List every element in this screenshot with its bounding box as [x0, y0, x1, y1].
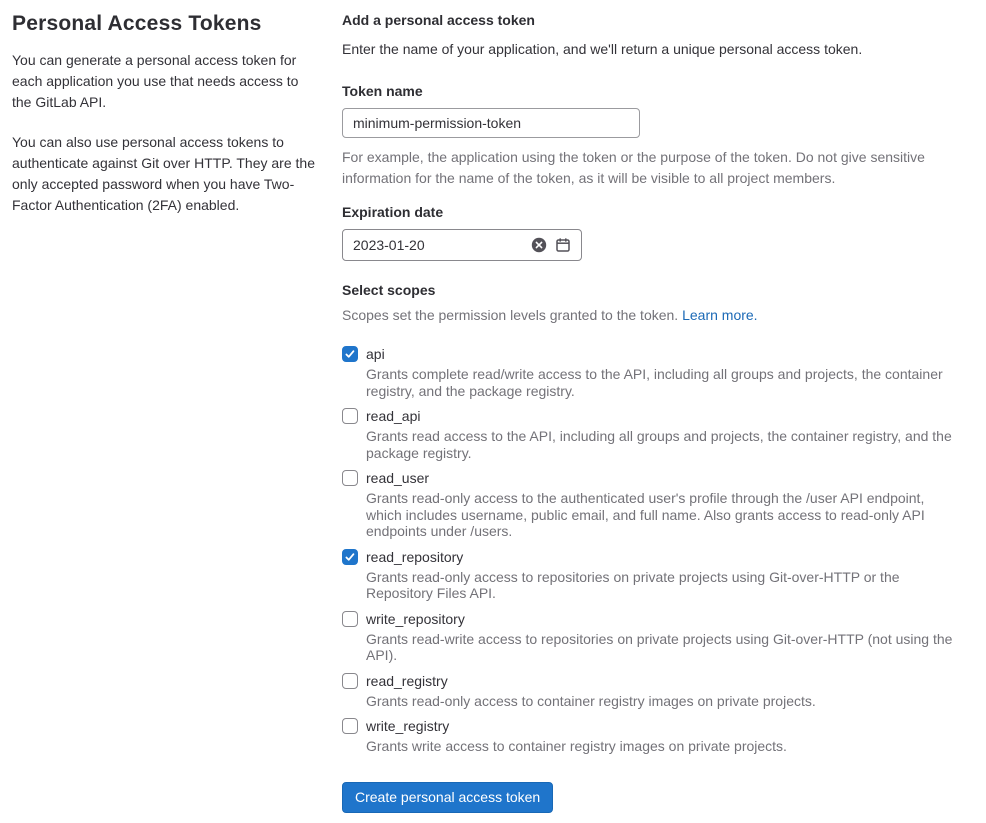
scope-description: Grants read-only access to the authenticated user's profile through the /user API endpoint, which includes username, public email, and full name. Also grants access to read-only API endpoints under /users.: [366, 490, 925, 539]
scope-name: api: [366, 346, 385, 362]
check-icon: [344, 551, 356, 563]
add-token-form: [342, 10, 964, 813]
scope-checkbox[interactable]: [342, 346, 358, 362]
scope-name: write_repository: [366, 610, 465, 627]
expiration-date-label: Expiration date: [342, 204, 444, 220]
scope-checkbox[interactable]: [342, 470, 358, 486]
scopes-list: [342, 346, 964, 755]
scope-row: [342, 611, 964, 664]
scope-row: [342, 346, 964, 399]
scope-checkbox-row[interactable]: [342, 549, 964, 565]
calendar-icon[interactable]: [554, 236, 572, 254]
create-token-button[interactable]: Create personal access token: [342, 782, 553, 813]
scope-checkbox-row[interactable]: [342, 470, 964, 486]
scope-name: read_registry: [366, 672, 448, 689]
intro-paragraph-1: You can generate a personal access token for each application you use that needs access to the GitLab API.: [12, 52, 299, 110]
clear-icon[interactable]: [530, 236, 548, 254]
scope-checkbox[interactable]: [342, 673, 358, 689]
check-icon: [344, 348, 356, 360]
expiration-date-field: [342, 204, 964, 261]
token-name-help: For example, the application using the token or the purpose of the token. Do not give sensitive information for the name of the token, as it will be visible to all project members.: [342, 149, 925, 186]
form-heading: Add a personal access token: [342, 12, 535, 28]
intro-paragraph-2: You can also use personal access tokens to authenticate against Git over HTTP. They are the only accepted password when you have Two-Factor Authentication (2FA) enabled.: [12, 134, 315, 213]
token-name-label: Token name: [342, 83, 423, 99]
token-name-field: [342, 83, 964, 189]
token-name-input[interactable]: [342, 108, 640, 138]
scope-description: Grants read-only access to repositories on private projects using Git-over-HTTP or the Repository Files API.: [366, 568, 900, 601]
page-title: Personal Access Tokens: [12, 12, 262, 35]
scope-checkbox-row[interactable]: [342, 611, 964, 627]
select-scopes-section: [342, 282, 964, 755]
scope-checkbox-row[interactable]: [342, 346, 964, 362]
section-description: [12, 10, 315, 813]
scope-row: [342, 718, 964, 755]
scope-checkbox-row[interactable]: [342, 718, 964, 734]
scope-name: read_api: [366, 408, 421, 424]
scope-checkbox-row[interactable]: [342, 673, 964, 689]
learn-more-link[interactable]: Learn more.: [682, 307, 758, 323]
expiration-date-input-group: [342, 229, 582, 261]
scope-checkbox[interactable]: [342, 408, 358, 424]
scope-description: Grants read-only access to container registry images on private projects.: [366, 692, 816, 709]
scope-description: Grants read-write access to repositories on private projects using Git-over-HTTP (not using the API).: [366, 630, 953, 663]
scope-description: Grants write access to container registry images on private projects.: [366, 738, 787, 754]
scope-checkbox[interactable]: [342, 718, 358, 734]
scope-row: [342, 673, 964, 710]
select-scopes-label: Select scopes: [342, 282, 436, 298]
scope-checkbox[interactable]: [342, 611, 358, 627]
scope-description: Grants complete read/write access to the API, including all groups and projects, the container registry, and the package registry.: [366, 366, 943, 399]
scope-row: [342, 549, 964, 602]
scope-row: [342, 408, 964, 461]
scope-name: write_registry: [366, 718, 450, 734]
scope-name: read_user: [366, 470, 430, 486]
expiration-date-input[interactable]: [343, 230, 530, 260]
scope-description: Grants read access to the API, including all groups and projects, the container registry, and the package registry.: [366, 428, 952, 461]
scope-checkbox-row[interactable]: [342, 408, 964, 424]
scope-name: read_repository: [366, 548, 464, 565]
form-subheading: Enter the name of your application, and we'll return a unique personal access token.: [342, 41, 863, 57]
scopes-help-text: Scopes set the permission levels granted to the token.: [342, 307, 679, 323]
scope-checkbox[interactable]: [342, 549, 358, 565]
scopes-help: [342, 305, 964, 326]
scope-row: [342, 470, 964, 540]
